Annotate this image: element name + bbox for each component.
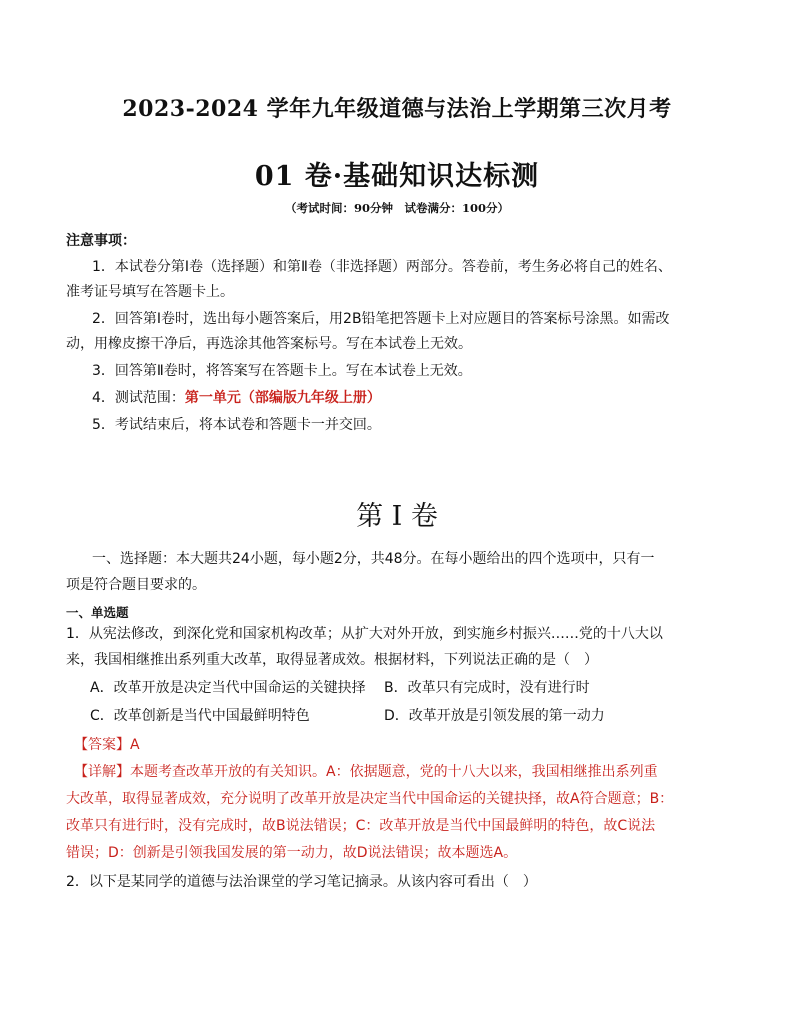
question-1-answer: 【答案】A: [74, 737, 140, 753]
exam-time-and-score: （考试时间：90分钟 试卷满分：100分）: [284, 201, 509, 215]
question-1-detail-line-2: 大改革，取得显著成效，充分说明了改革开放是决定当代中国命运的关键抉择，故A符合题意；B：: [66, 791, 674, 807]
question-2-stem: 2．以下是某同学的道德与法治课堂的学习笔记摘录。从该内容可看出（ ）: [66, 874, 537, 890]
section-instruction-line-2: 项是符合题目要求的。: [66, 577, 206, 593]
note-item-1-line-1: 1．本试卷分第Ⅰ卷（选择题）和第Ⅱ卷（非选择题）两部分。答卷前，考生务必将自己的姓名、: [92, 259, 672, 275]
exam-title: 2023-2024 学年九年级道德与法治上学期第三次月考: [122, 96, 672, 122]
question-1-option-d: D．改革开放是引领发展的第一动力: [384, 708, 605, 724]
question-1-detail-line-1: 【详解】本题考查改革开放的有关知识。A：依据题意，党的十八大以来，我国相继推出系列重: [74, 764, 658, 780]
note-item-3: 3．回答第Ⅱ卷时，将答案写在答题卡上。写在本试卷上无效。: [92, 363, 472, 379]
question-1-stem-line-1: 1．从宪法修改，到深化党和国家机构改革；从扩大对外开放，到实施乡村振兴……党的十八大以: [66, 626, 663, 642]
question-1-detail-line-4: 错误；D：创新是引领我国发展的第一动力，故D说法错误；故本题选A。: [66, 845, 518, 861]
note-item-1-line-2: 准考证号填写在答题卡上。: [66, 284, 234, 300]
question-type-heading: 一、单选题: [66, 605, 129, 620]
test-scope: 第一单元（部编版九年级上册）: [184, 390, 381, 406]
question-1-detail-line-3: 改革只有进行时，没有完成时，故B说法错误；C：改革开放是当代中国最鲜明的特色，故C说法: [66, 818, 656, 834]
note-item-4-prefix: 4．测试范围：: [92, 390, 185, 406]
note-item-4: [92, 387, 381, 407]
question-1-option-a: A．改革开放是决定当代中国命运的关键抉择: [90, 680, 366, 696]
question-1-stem-line-2: 来，我国相继推出系列重大改革，取得显著成效。根据材料，下列说法正确的是（ ）: [66, 652, 598, 668]
note-item-5: 5．考试结束后，将本试卷和答题卡一并交回。: [92, 417, 381, 433]
notes-heading: 注意事项：: [66, 233, 136, 249]
section-title: 第 I 卷: [356, 501, 438, 532]
question-1-option-c: C．改革创新是当代中国最鲜明特色: [90, 708, 310, 724]
exam-subtitle: 01 卷·基础知识达标测: [254, 161, 540, 192]
question-1-option-b: B．改革只有完成时，没有进行时: [384, 680, 590, 696]
section-instruction-line-1: 一、选择题：本大题共24小题，每小题2分，共48分。在每小题给出的四个选项中，只有一: [92, 551, 655, 567]
note-item-2-line-1: 2．回答第Ⅰ卷时，选出每小题答案后，用2B铅笔把答题卡上对应题目的答案标号涂黑。如需改: [92, 311, 670, 327]
note-item-2-line-2: 动，用橡皮擦干净后，再选涂其他答案标号。写在本试卷上无效。: [66, 336, 472, 352]
